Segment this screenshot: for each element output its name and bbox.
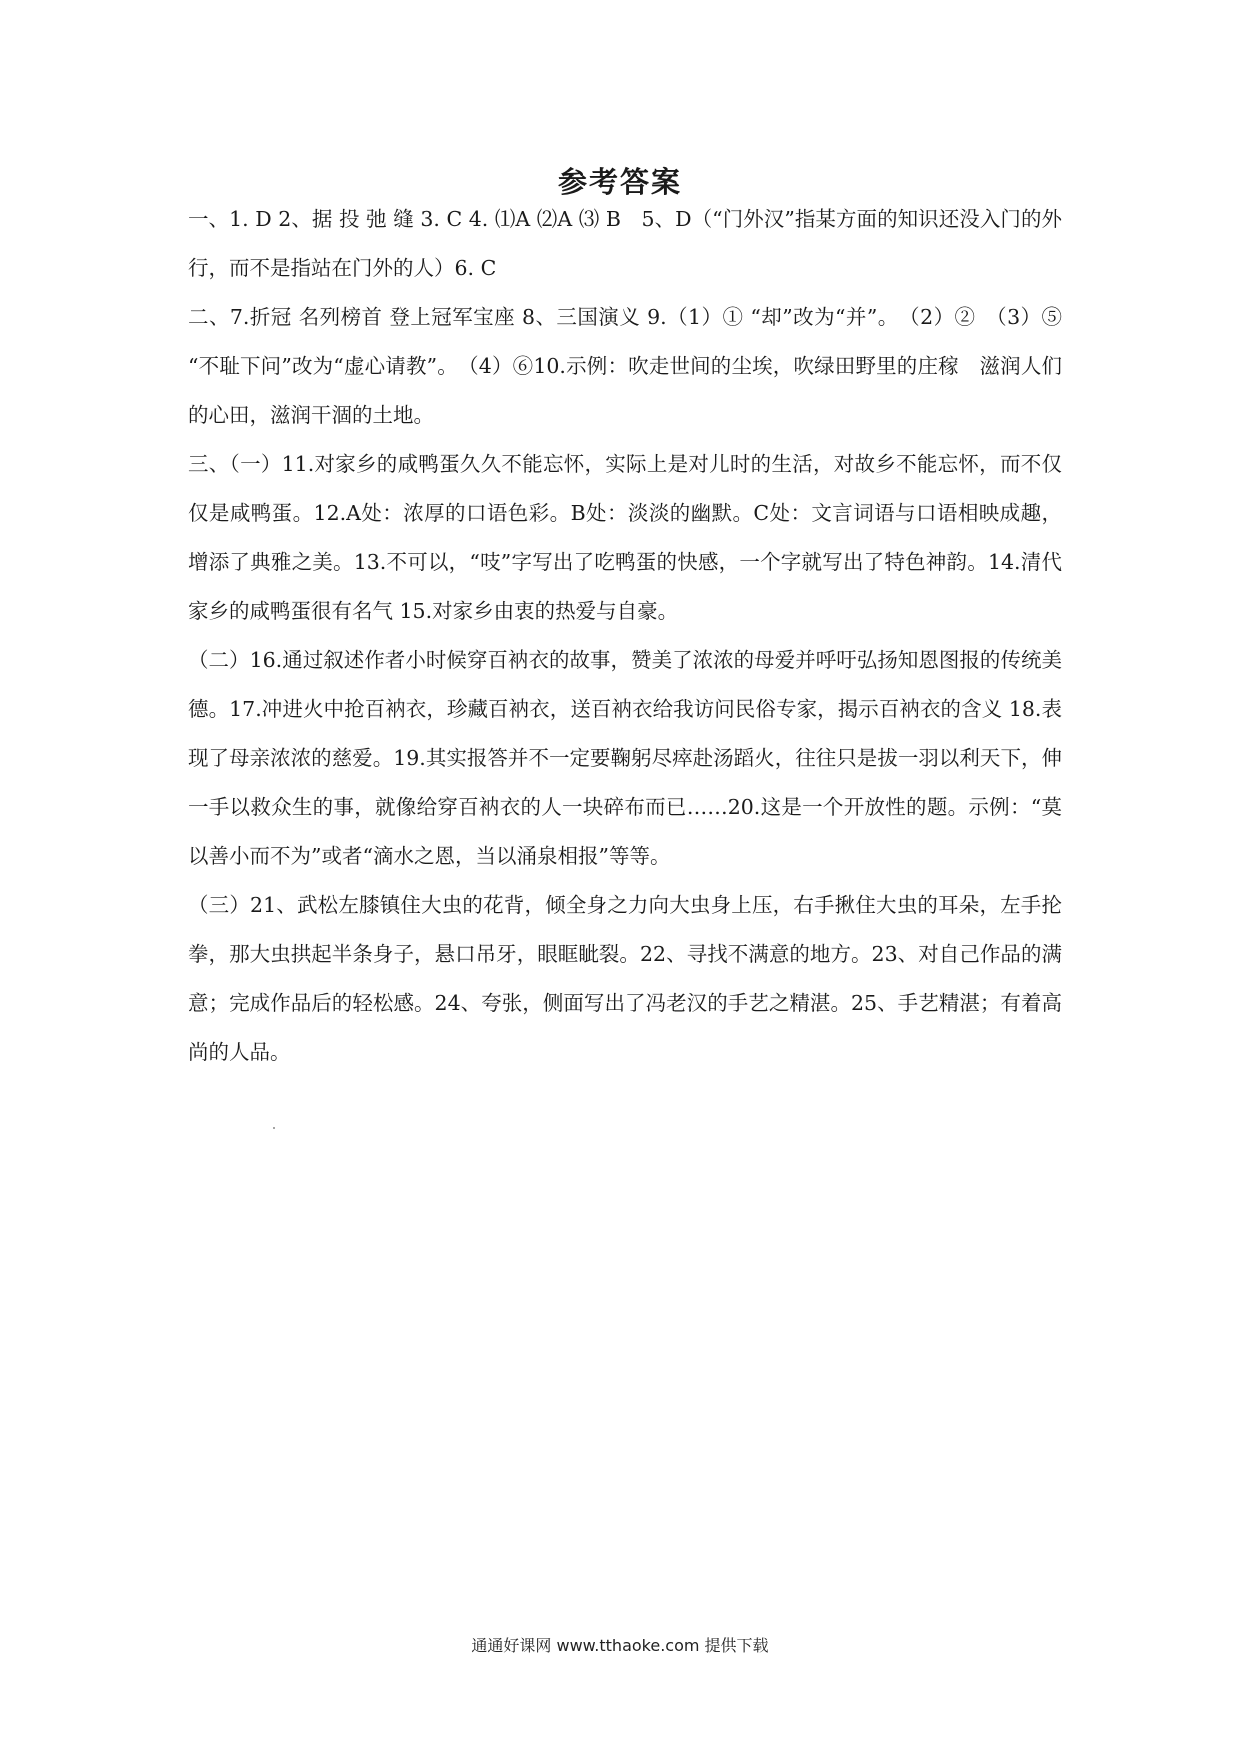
answer-section-3-part-3: （三）21、武松左膝镇住大虫的花背，倾全身之力向大虫身上压，右手揪住大虫的耳朵，左手抡拳，那大虫拱起半条身子，悬口吊牙，眼眶眦裂。22、寻找不满意的地方。23、对自己作品的满意；完成作品后的轻松感。24、夸张，侧面写出了冯老汉的手艺之精湛。25、手艺精湛；有着高尚的人品。 <box>188 893 1062 1064</box>
scan-speck <box>273 1127 275 1129</box>
answer-section-1: 一、1. D 2、据 投 弛 缝 3. C 4. ⑴A ⑵A ⑶ B 5、D（“门外汉”指某方面的知识还没入门的外行，而不是指站在门外的人）6. C <box>188 207 1062 280</box>
answer-body <box>188 195 1083 1077</box>
page-title: 参考答案 <box>557 165 682 199</box>
answer-section-2: 二、7.折冠 名列榜首 登上冠军宝座 8、三国演义 9.（1）① “却”改为“并”。 （2）② （3）⑤ “不耻下问”改为“虚心请教”。 （4）⑥10.示例：吹走世间的尘埃，吹绿田野里的庄稼 滋润人们的心田，滋润干涸的土地。 <box>188 305 1062 427</box>
answer-section-3-part-2: （二）16.通过叙述作者小时候穿百衲衣的故事，赞美了浓浓的母爱并呼吁弘扬知恩图报的传统美德。17.冲进火中抢百衲衣，珍藏百衲衣，送百衲衣给我访问民俗专家，揭示百衲衣的含义 18.表现了母亲浓浓的慈爱。19.其实报答并不一定要鞠躬尽瘁赴汤蹈火，往往只是拔一羽以利天下，伸一手以救众生的事，就像给穿百衲衣的人一块碎布而已……20.这是一个开放性的题。示例：“莫以善小而不为”或者“滴水之恩，当以涌泉相报”等等。 <box>188 648 1062 868</box>
page-footer: 通通好课网 www.tthaoke.com 提供下载 <box>471 1636 769 1655</box>
answer-section-3-part-1: 三、（一）11.对家乡的咸鸭蛋久久不能忘怀，实际上是对儿时的生活，对故乡不能忘怀，而不仅仅是咸鸭蛋。12.A处：浓厚的口语色彩。B处：淡淡的幽默。C处：文言词语与口语相映成趣，增添了典雅之美。13.不可以，“吱”字写出了吃鸭蛋的快感，一个字就写出了特色神韵。14.清代 家乡的咸鸭蛋很有名气 15.对家乡由衷的热爱与自豪。 <box>188 452 1083 623</box>
